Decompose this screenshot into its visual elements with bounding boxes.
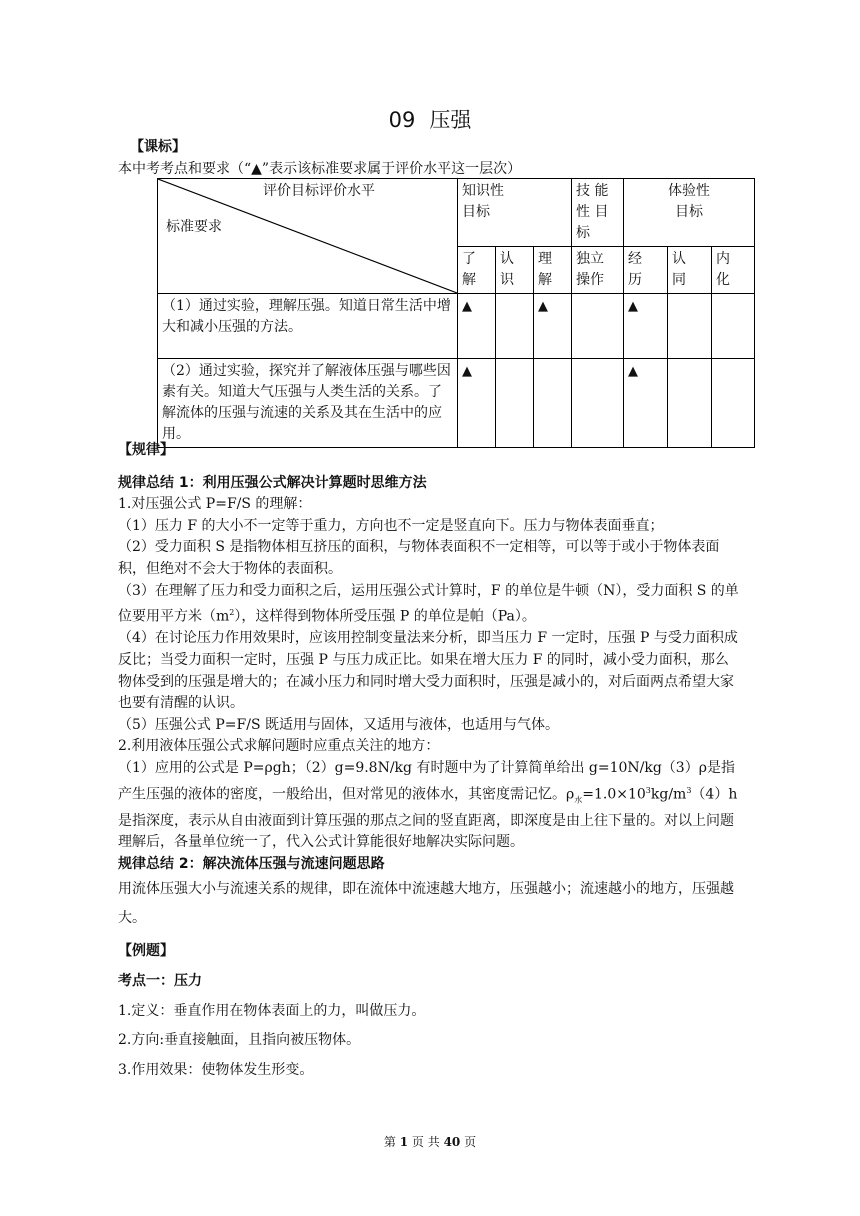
sub-header: 理 解 [534,247,572,294]
mark-cell: ▲ [534,294,572,359]
section-heading-guilv: 【规律】 [118,442,174,458]
sub-header: 认 同 [668,247,712,294]
requirement-cell: （2）通过实验，探究并了解液体压强与哪些因素有关。知道大气压强与人类生活的关系。了解流体的压强与流速的关系及其在生活中的应用。 [158,359,458,448]
mark-cell: ▲ [458,294,496,359]
mark-cell [572,359,624,448]
mark-cell [668,359,712,448]
mark-cell: ▲ [624,294,668,359]
mark-cell [496,294,534,359]
paragraph: （5）压强公式 P=F/S 既适用与固体，又适用与液体，也适用与气体。 [118,716,559,733]
mark-cell [534,359,572,448]
group-experience: 体验性 目标 [624,179,755,247]
paragraph: （1）应用的公式是 P=ρgh；（2）g=9.8N/kg 有时题中为了计算简单给出 g=10N/kg（3）ρ是指产生压强的液体的密度，一般给出，但对常见的液体水，其密度需记忆。$\rho_水=1.0\times 10^3kg/m^3(4)h$ 是指深度，表示从自由液面到计算压强的那点之间的竖直距离，即深度是由上往下量的。对以上问题理解后，各量单位统一了，代入公式计算能很好地解决实际问题。 [118,759,738,851]
paragraph: 2.利用液体压强公式求解问题时应重点关注的地方： [118,738,440,755]
table-intro: 本中考考点和要求（“▲”表示该标准要求属于评价水平这一层次） [118,161,522,177]
rule-2-title: 规律总结 2：解决流体压强与流速问题思路 [118,855,385,872]
group-knowledge: 知识性 目标 [458,179,572,247]
paragraph: （4）在讨论压力作用效果时，应该用控制变量法来分析，即当压力 F 一定时，压强 P 与受力面积成反比；当受力面积一定时，压强 P 与压力成正比。如果在增大压力 F 的同时，减小受力面积，那么物体受到的压强是增大的；在减小压力和同时增大受力面积时，压强是减小的，对后面两点希望大家也要有清醒的认识。 [118,630,738,712]
group-skill: 技 能 性 目 标 [572,179,624,247]
sub-header: 独立 操作 [572,247,624,294]
mark-cell [572,294,624,359]
paragraph: （2）受力面积 S 是指物体相互挤压的面积，与物体表面积不一定相等，可以等于或小于物体表面积，但绝对不会大于物体的表面积。 [118,539,720,577]
title-text: 压强 [429,108,472,132]
mark-cell [668,294,712,359]
standards-table [157,178,755,448]
mark-cell: ▲ [458,359,496,448]
definition-line: 3.作用效果：使物体发生形变。 [118,1061,314,1078]
table-row [158,294,755,359]
mark-cell [496,359,534,448]
diagonal-header-cell [158,179,458,294]
sub-header: 了 解 [458,247,496,294]
page-number: 1 [399,1135,409,1149]
definition-line: 1.定义：垂直作用在物体表面上的力，叫做压力。 [118,1002,426,1019]
page-total: 40 [443,1135,461,1149]
sub-header: 认 识 [496,247,534,294]
mark-cell [712,359,755,448]
page-footer: 第 1 页 共 40 页 [383,1135,477,1149]
kaodian-heading: 考点一：压力 [118,972,202,989]
diag-bottom-label: 标准要求 [166,219,222,235]
paragraph: （1）压力 F 的大小不一定等于重力，方向也不一定是竖直向下。压力与物体表面垂直； [118,517,664,534]
paragraph: 1.对压强公式 P=F/S 的理解： [118,496,312,513]
mark-cell: ▲ [624,359,668,448]
sub-header: 内 化 [712,247,755,294]
paragraph: 用流体压强大小与流速关系的规律，即在流体中流速越大地方，压强越小；流速越小的地方，压强越大。 [118,881,734,927]
section-heading-kebiao: 【课标】 [130,139,186,155]
sub-header: 经 历 [624,247,668,294]
paragraph: （3）在理解了压力和受力面积之后，运用压强公式计算时，F 的单位是牛顿（N），受力面积 S 的单位要用平方米$(m^2)$，这样得到物体所受压强 P 的单位是帕（Pa）。 [118,582,739,625]
title-number: 09 [388,108,416,132]
rule-1-title: 规律总结 1：利用压强公式解决计算题时思维方法 [118,474,427,491]
definition-line: 2.方向:垂直接触面，且指向被压物体。 [118,1032,361,1049]
mark-cell [712,294,755,359]
page-title [0,104,860,134]
diag-top-label: 评价目标评价水平 [263,183,375,199]
table-row [158,359,755,448]
body-text [118,440,740,1081]
section-heading-liti: 【例题】 [118,943,174,960]
requirement-cell: （1）通过实验，理解压强。知道日常生活中增大和减小压强的方法。 [158,294,458,359]
